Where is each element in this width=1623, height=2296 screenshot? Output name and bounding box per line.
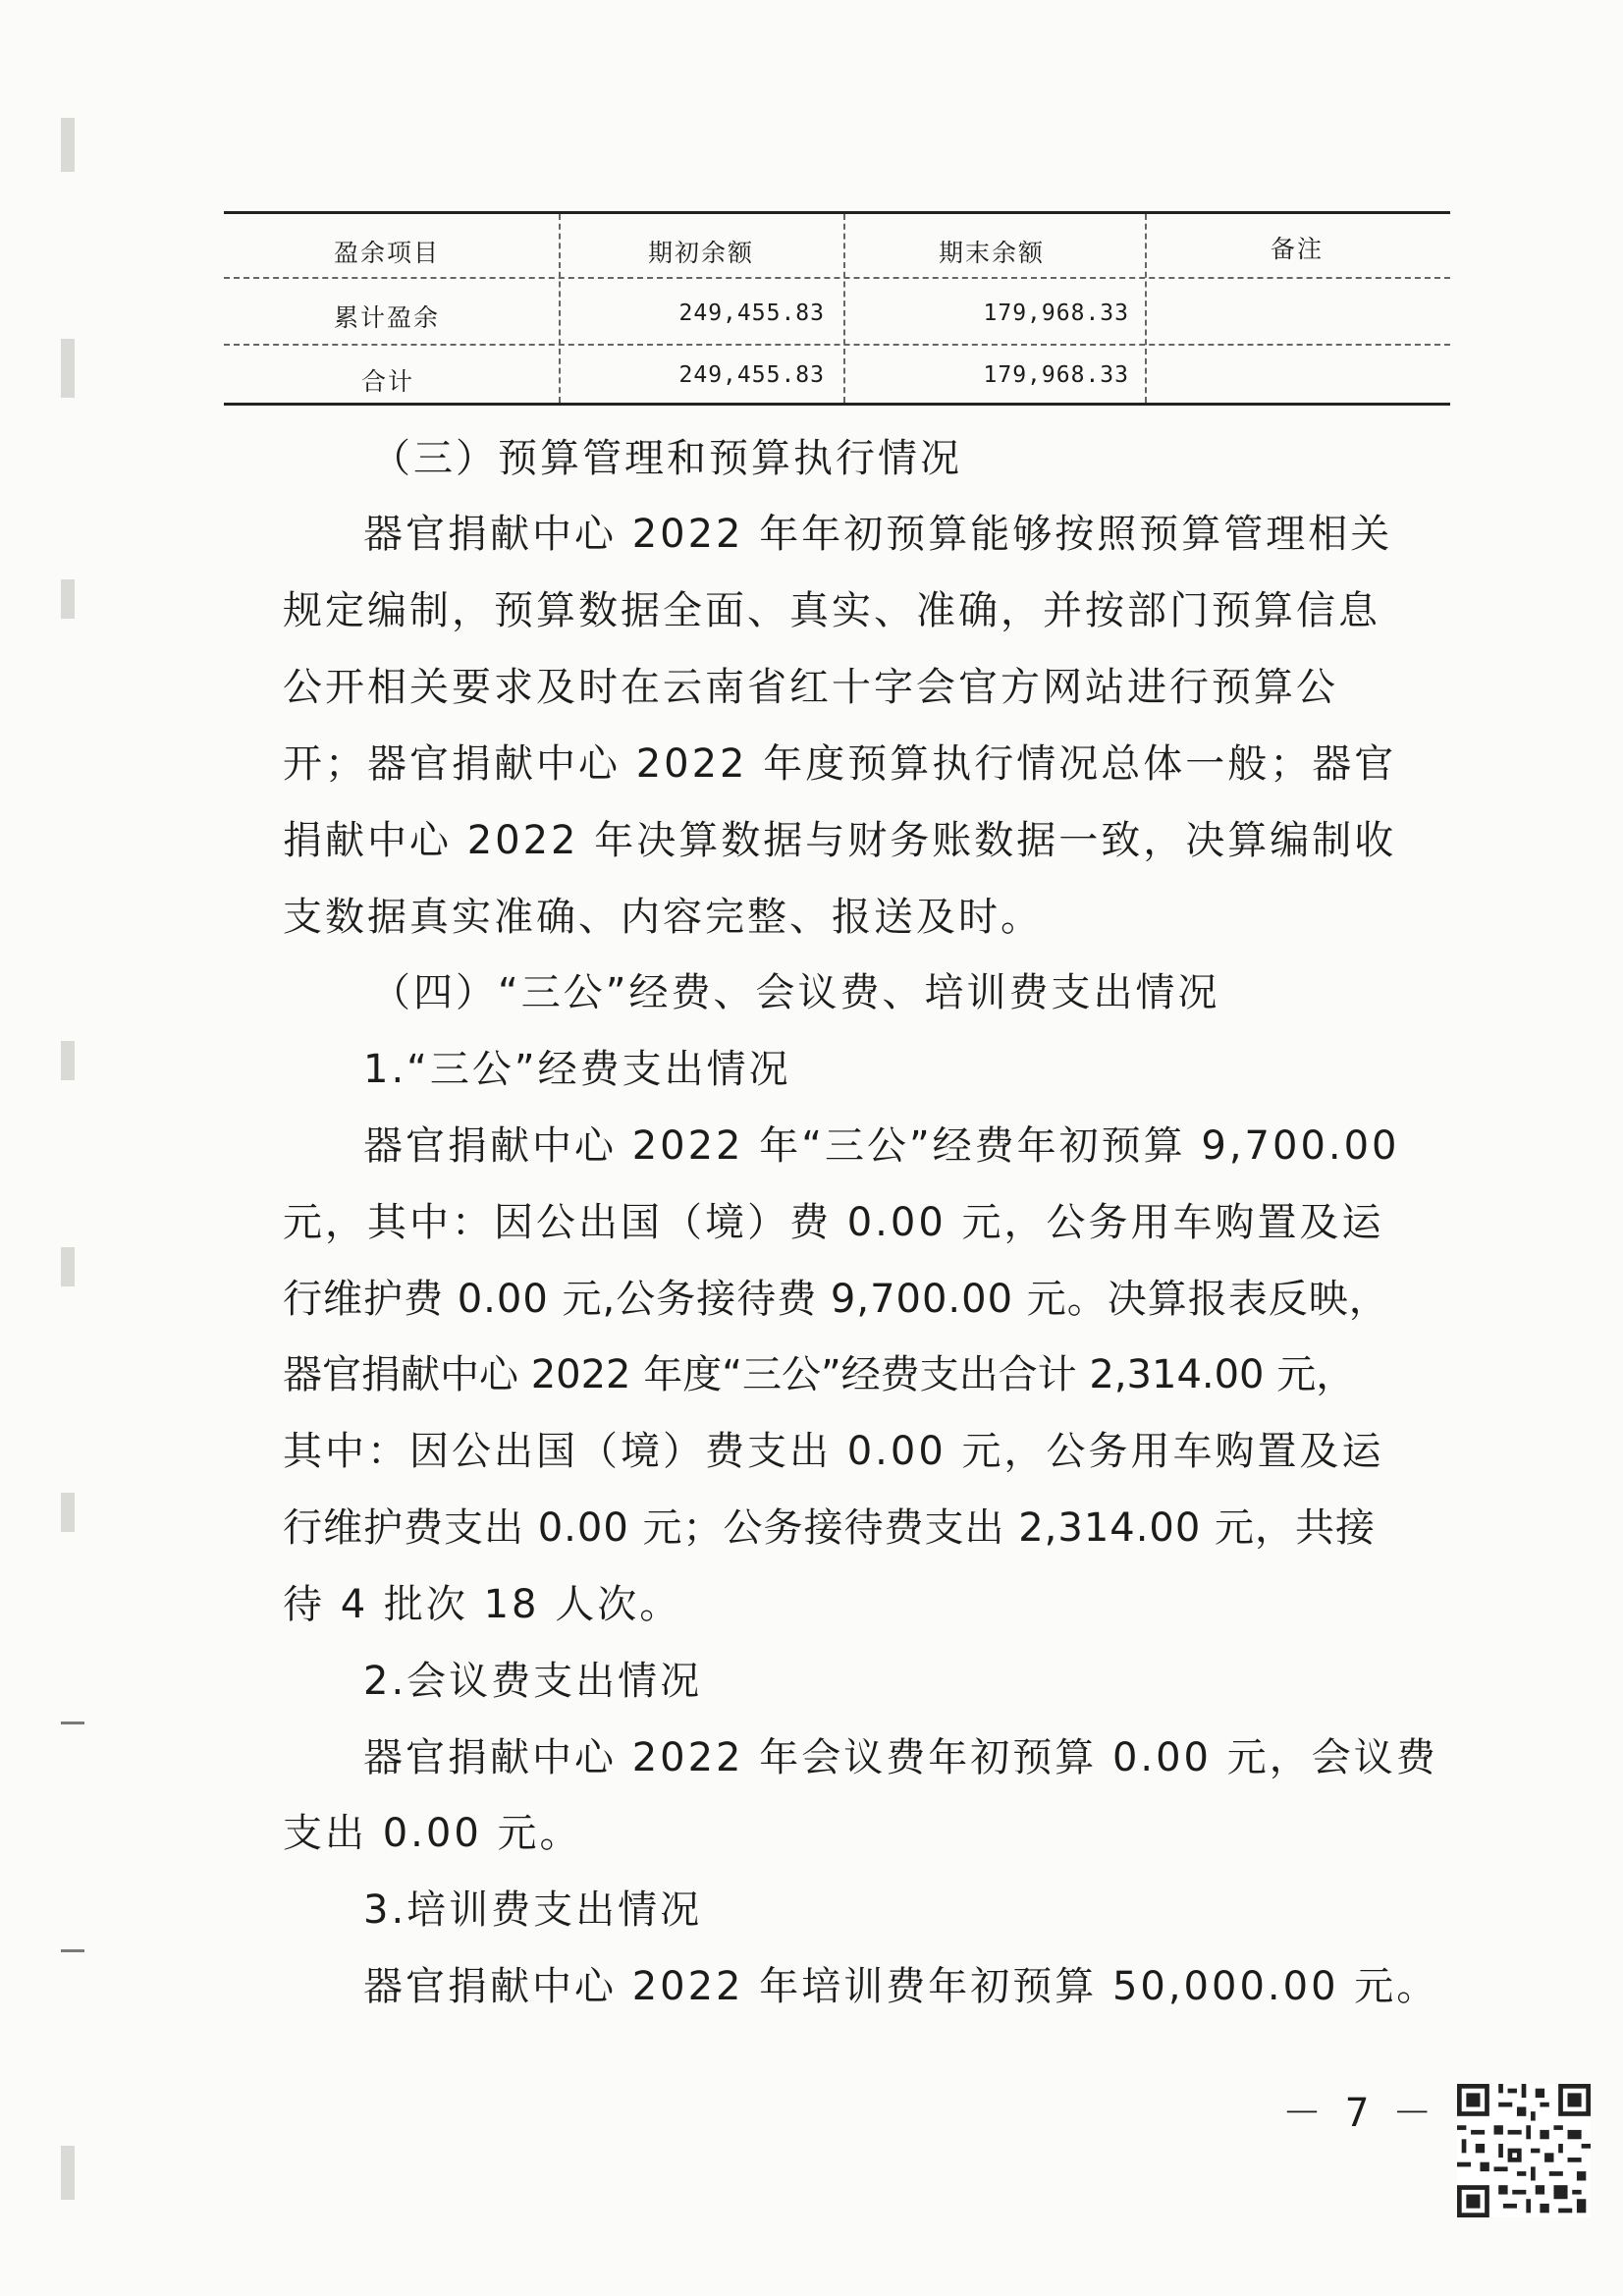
subsection-heading: 1.“三公”经费支出情况 (363, 1047, 791, 1092)
paragraph-line: 开；器官捐献中心 2022 年度预算执行情况总体一般；器官 (283, 741, 1397, 787)
paragraph-line: 待 4 批次 18 人次。 (283, 1582, 682, 1627)
paragraph-line: 规定编制，预算数据全面、真实、准确，并按部门预算信息 (283, 588, 1380, 633)
section-heading: （四）“三公”经费、会议费、培训费支出情况 (371, 970, 1220, 1015)
paragraph-line: 捐献中心 2022 年决算数据与财务账数据一致，决算编制收 (283, 818, 1397, 863)
table-row-divider (224, 277, 1450, 279)
table-bottom-rule (224, 403, 1450, 406)
table-top-rule (224, 211, 1450, 214)
subsection-heading: 3.培训费支出情况 (363, 1887, 703, 1933)
paragraph-line: 器官捐献中心 2022 年培训费年初预算 50,000.00 元。 (363, 1964, 1439, 2009)
page-number: － 7 － (1282, 2091, 1433, 2136)
binding-mark (61, 339, 75, 398)
subsection-heading: 2.会议费支出情况 (363, 1659, 703, 1704)
binding-mark (61, 118, 75, 172)
binding-mark (61, 1247, 75, 1286)
binding-tick (61, 1722, 84, 1724)
paragraph-line: 行维护费支出 0.00 元；公务接待费支出 2,314.00 元，共接 (283, 1505, 1377, 1551)
paragraph-line: 行维护费 0.00 元,公务接待费 9,700.00 元。决算报表反映， (283, 1277, 1389, 1322)
paragraph-line: 支数据真实准确、内容完整、报送及时。 (283, 895, 1043, 940)
table-cell-opening: 249,455.83 (678, 301, 825, 326)
table-cell-item: 累计盈余 (334, 303, 441, 332)
section-heading: （三）预算管理和预算执行情况 (371, 436, 962, 481)
table-header-cell: 期末余额 (939, 239, 1046, 267)
table-col-divider (559, 214, 561, 403)
table-cell-item: 合计 (361, 367, 415, 396)
paragraph-line: 器官捐献中心 2022 年“三公”经费年初预算 9,700.00 (363, 1123, 1400, 1169)
table-col-divider (843, 214, 845, 403)
table-header-cell: 备注 (1271, 235, 1325, 263)
binding-mark (61, 1493, 75, 1532)
binding-mark (61, 2146, 75, 2200)
table-row-divider (224, 344, 1450, 346)
table-cell-closing: 179,968.33 (983, 301, 1129, 326)
binding-mark (61, 1041, 75, 1080)
binding-tick (61, 1949, 84, 1952)
table-cell-closing: 179,968.33 (983, 362, 1129, 388)
qr-code-icon (1457, 2084, 1591, 2217)
binding-mark (61, 579, 75, 619)
table-col-divider (1145, 214, 1147, 403)
paragraph-line: 器官捐献中心 2022 年年初预算能够按照预算管理相关 (363, 512, 1393, 557)
paragraph-line: 支出 0.00 元。 (283, 1811, 582, 1856)
paragraph-line: 器官捐献中心 2022 年会议费年初预算 0.00 元，会议费 (363, 1735, 1438, 1780)
paragraph-line: 公开相关要求及时在云南省红十字会官方网站进行预算公 (283, 665, 1338, 710)
paragraph-line: 元，其中：因公出国（境）费 0.00 元，公务用车购置及运 (283, 1200, 1384, 1245)
paragraph-line: 其中：因公出国（境）费支出 0.00 元，公务用车购置及运 (283, 1429, 1384, 1474)
table-cell-opening: 249,455.83 (678, 362, 825, 388)
table-header-cell: 盈余项目 (334, 239, 441, 267)
paragraph-line: 器官捐献中心 2022 年度“三公”经费支出合计 2,314.00 元， (283, 1352, 1356, 1397)
table-header-cell: 期初余额 (648, 239, 755, 267)
